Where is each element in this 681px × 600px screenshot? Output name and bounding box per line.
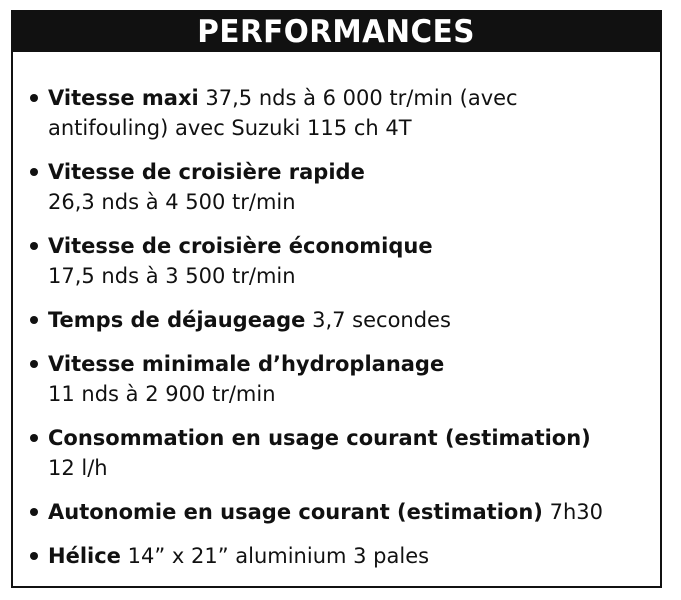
bullet-icon xyxy=(30,168,38,176)
list-item-vitesse-maxi xyxy=(28,83,660,143)
item-value: 17,5 nds à 3 500 tr/min xyxy=(48,264,296,288)
item-value: 37,5 nds à 6 000 tr/min (avec xyxy=(205,86,518,110)
item-label: Vitesse de croisière rapide xyxy=(48,160,365,184)
item-value: 26,3 nds à 4 500 tr/min xyxy=(48,190,296,214)
bullet-icon xyxy=(30,552,38,560)
performances-box xyxy=(11,10,662,588)
list-item-autonomie xyxy=(28,497,660,527)
item-label: Vitesse maxi xyxy=(48,86,199,110)
item-value: 11 nds à 2 900 tr/min xyxy=(48,382,276,406)
list-item-croisiere-rapide xyxy=(28,157,660,217)
item-label: Hélice xyxy=(48,544,121,568)
bullet-icon xyxy=(30,360,38,368)
bullet-icon xyxy=(30,316,38,324)
list-item-croisiere-economique xyxy=(28,231,660,291)
item-value: 3,7 secondes xyxy=(312,308,451,332)
list-item-consommation xyxy=(28,423,660,483)
item-label: Autonomie en usage courant (estimation) xyxy=(48,500,543,524)
list-item-hydroplanage xyxy=(28,349,660,409)
item-value-continued: antifouling) avec Suzuki 115 ch 4T xyxy=(48,116,412,140)
list-item-dejaugeage xyxy=(28,305,660,335)
bullet-icon xyxy=(30,242,38,250)
header-bar xyxy=(13,12,660,52)
performance-list xyxy=(13,52,660,571)
item-label: Temps de déjaugeage xyxy=(48,308,306,332)
item-value: 7h30 xyxy=(549,500,603,524)
item-label: Consommation en usage courant (estimation) xyxy=(48,426,591,450)
item-value: 12 l/h xyxy=(48,456,108,480)
bullet-icon xyxy=(30,434,38,442)
list-item-helice xyxy=(28,541,660,571)
section-title: PERFORMANCES xyxy=(197,14,476,50)
item-label: Vitesse de croisière économique xyxy=(48,234,433,258)
item-value: 14” x 21” aluminium 3 pales xyxy=(127,544,430,568)
bullet-icon xyxy=(30,508,38,516)
item-label: Vitesse minimale d’hydroplanage xyxy=(48,352,445,376)
bullet-icon xyxy=(30,94,38,102)
